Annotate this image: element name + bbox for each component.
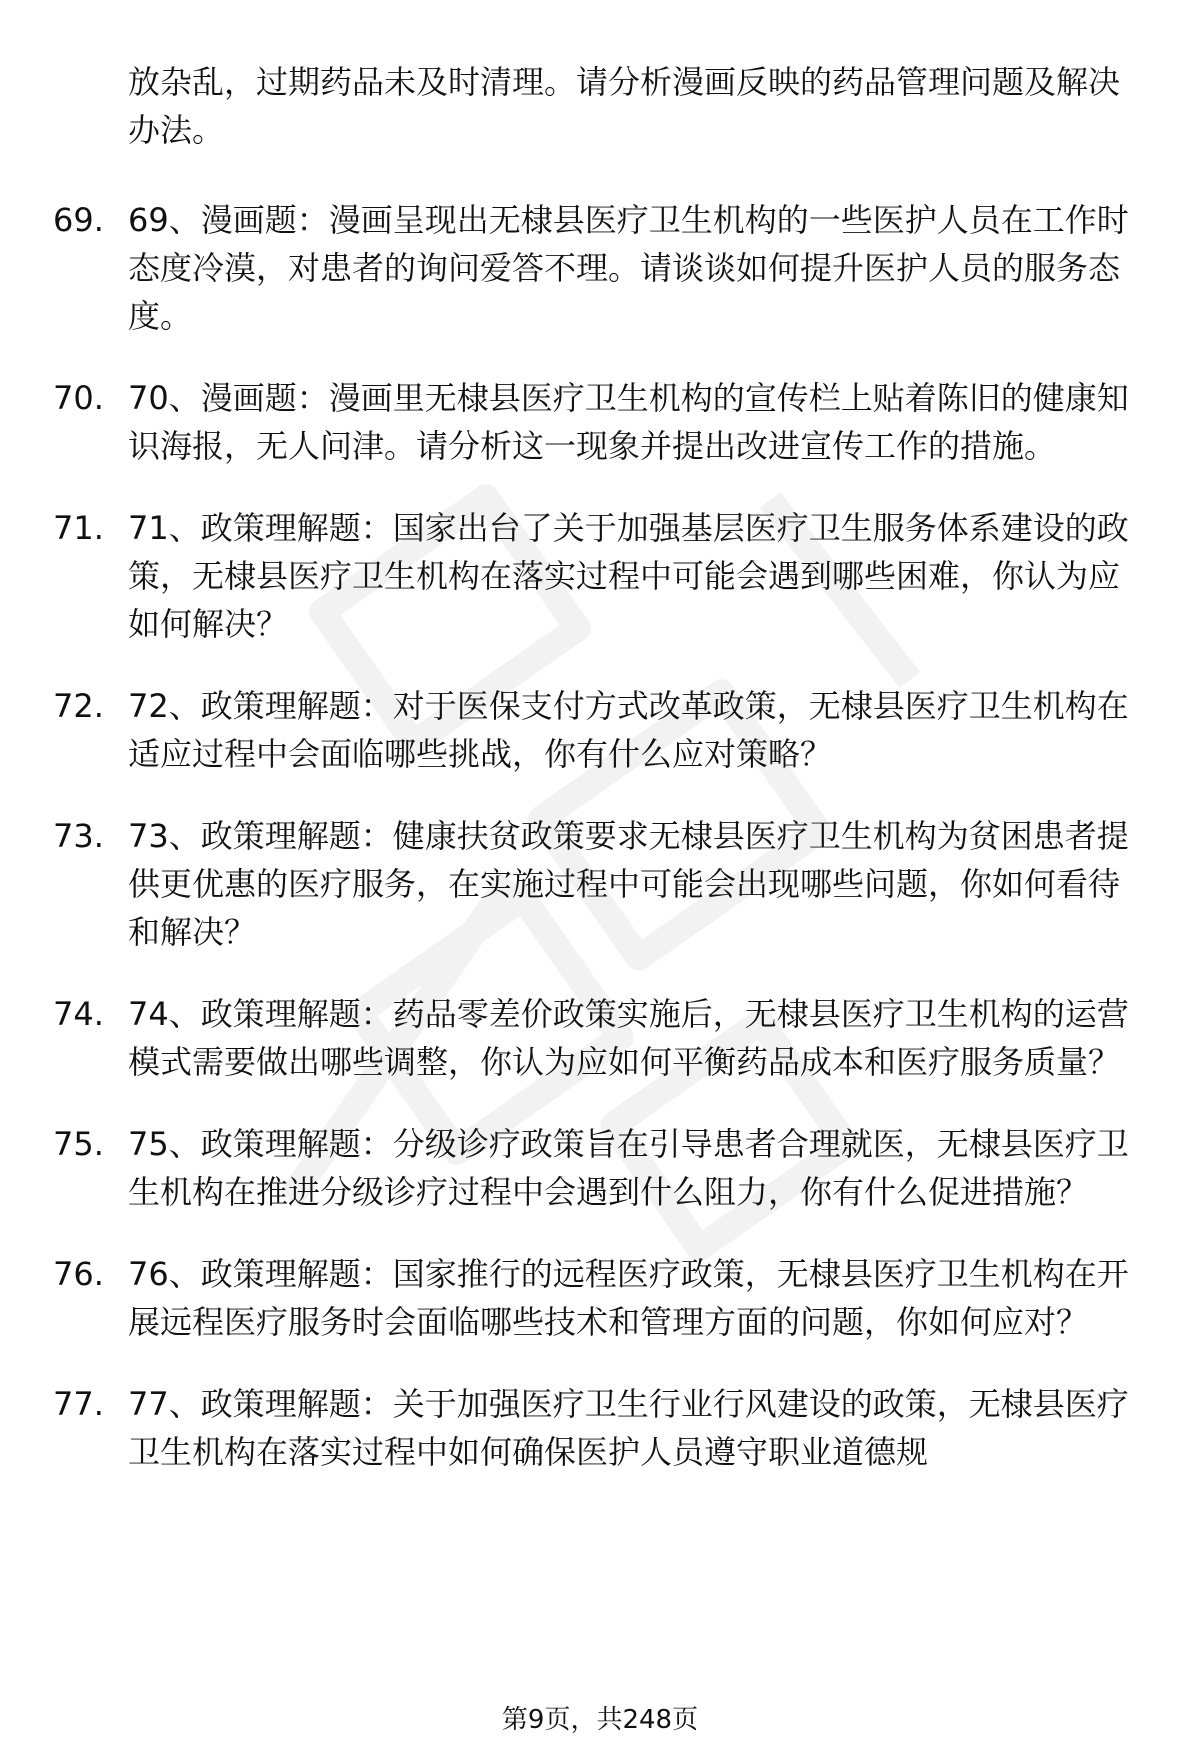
question-text: 77、政策理解题：关于加强医疗卫生行业行风建设的政策，无棣县医疗卫生机构在落实过程中如何确保医护人员遵守职业道德规 — [128, 1385, 1129, 1471]
question-item-74 — [0, 990, 1200, 1086]
question-text: 71、政策理解题：国家出台了关于加强基层医疗卫生服务体系建设的政策，无棣县医疗卫生机构在落实过程中可能会遇到哪些困难，你认为应如何解决？ — [128, 509, 1129, 643]
question-number: 72. — [53, 687, 104, 725]
question-number: 73. — [53, 817, 104, 855]
question-number: 71. — [53, 509, 104, 547]
question-number: 74. — [53, 995, 104, 1033]
question-number: 75. — [53, 1125, 104, 1163]
question-item-69 — [0, 196, 1200, 340]
question-number: 77. — [53, 1385, 104, 1423]
question-item-72 — [0, 682, 1200, 778]
question-text: 73、政策理解题：健康扶贫政策要求无棣县医疗卫生机构为贫困患者提供更优惠的医疗服务，在实施过程中可能会出现哪些问题，你如何看待和解决？ — [128, 817, 1129, 951]
page-footer-label: 第9页，共248页 — [501, 1705, 699, 1735]
question-number: 76. — [53, 1255, 104, 1293]
question-item-73 — [0, 812, 1200, 956]
question-text: 70、漫画题：漫画里无棣县医疗卫生机构的宣传栏上贴着陈旧的健康知识海报，无人问津。请分析这一现象并提出改进宣传工作的措施。 — [128, 379, 1129, 465]
question-text: 69、漫画题：漫画呈现出无棣县医疗卫生机构的一些医护人员在工作时态度冷漠，对患者的询问爱答不理。请谈谈如何提升医护人员的服务态度。 — [128, 201, 1129, 335]
question-continuation-text: 放杂乱，过期药品未及时清理。请分析漫画反映的药品管理问题及解决办法。 — [128, 63, 1121, 149]
question-text: 74、政策理解题：药品零差价政策实施后，无棣县医疗卫生机构的运营模式需要做出哪些调整，你认为应如何平衡药品成本和医疗服务质量？ — [128, 995, 1129, 1081]
question-item-77 — [0, 1380, 1200, 1476]
question-text: 75、政策理解题：分级诊疗政策旨在引导患者合理就医，无棣县医疗卫生机构在推进分级诊疗过程中会遇到什么阻力，你有什么促进措施？ — [128, 1125, 1129, 1211]
question-item-71 — [0, 504, 1200, 648]
question-text: 76、政策理解题：国家推行的远程医疗政策，无棣县医疗卫生机构在开展远程医疗服务时会面临哪些技术和管理方面的问题，你如何应对？ — [128, 1255, 1129, 1341]
question-list — [0, 196, 1200, 1510]
question-text: 72、政策理解题：对于医保支付方式改革政策，无棣县医疗卫生机构在适应过程中会面临哪些挑战，你有什么应对策略？ — [128, 687, 1129, 773]
question-item-75 — [0, 1120, 1200, 1216]
question-number: 69. — [53, 201, 104, 239]
question-item-76 — [0, 1250, 1200, 1346]
question-number: 70. — [53, 379, 104, 417]
question-item-70 — [0, 374, 1200, 470]
